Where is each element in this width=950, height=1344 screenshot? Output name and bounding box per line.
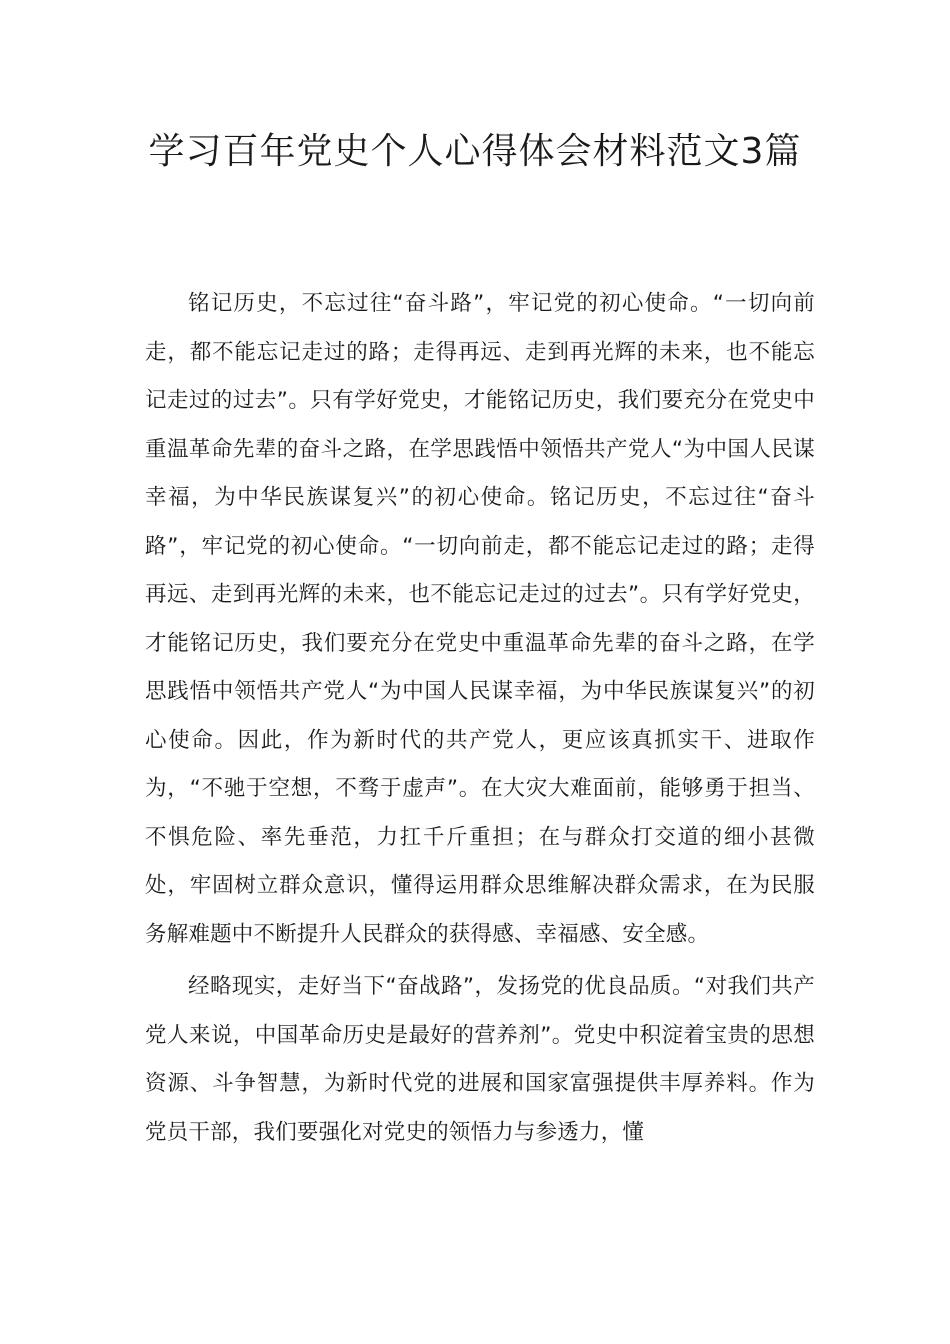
paragraph-2: 经略现实，走好当下“奋战路”，发扬党的优良品质。“对我们共产党人来说，中国革命历史是最好的营养剂”。党史中积淀着宝贵的思想资源、斗争智慧，为新时代党的进展和国家富强提供丰厚养料。作为党员干部，我们要强化对党史的领悟力与参透力，懂 — [145, 974, 815, 1145]
document-title: 学习百年党史个人心得体会材料范文3篇 — [148, 131, 802, 172]
document-body — [145, 280, 815, 1157]
paragraph-1: 铭记历史，不忘过往“奋斗路”，牢记党的初心使命。“一切向前走，都不能忘记走过的路；走得再远、走到再光辉的未来，也不能忘记走过的过去”。只有学好党史，才能铭记历史，我们要充分在党史中重温革命先辈的奋斗之路，在学思践悟中领悟共产党人“为中国人民谋幸福，为中华民族谋复兴”的初心使命。铭记历史，不忘过往“奋斗路”，牢记党的初心使命。“一切向前走，都不能忘记走过的路；走得再远、走到再光辉的未来，也不能忘记走过的过去”。只有学好党史，才能铭记历史，我们要充分在党史中重温革命先辈的奋斗之路，在学思践悟中领悟共产党人“为中国人民谋幸福，为中华民族谋复兴”的初心使命。因此，作为新时代的共产党人，更应该真抓实干、进取作为，“不驰于空想，不骛于虚声”。在大灾大难面前，能够勇于担当、不惧危险、率先垂范，力扛千斤重担；在与群众打交道的细小甚微处，牢固树立群众意识，懂得运用群众思维解决群众需求，在为民服务解难题中不断提升人民群众的获得感、幸福感、安全感。 — [145, 291, 815, 947]
